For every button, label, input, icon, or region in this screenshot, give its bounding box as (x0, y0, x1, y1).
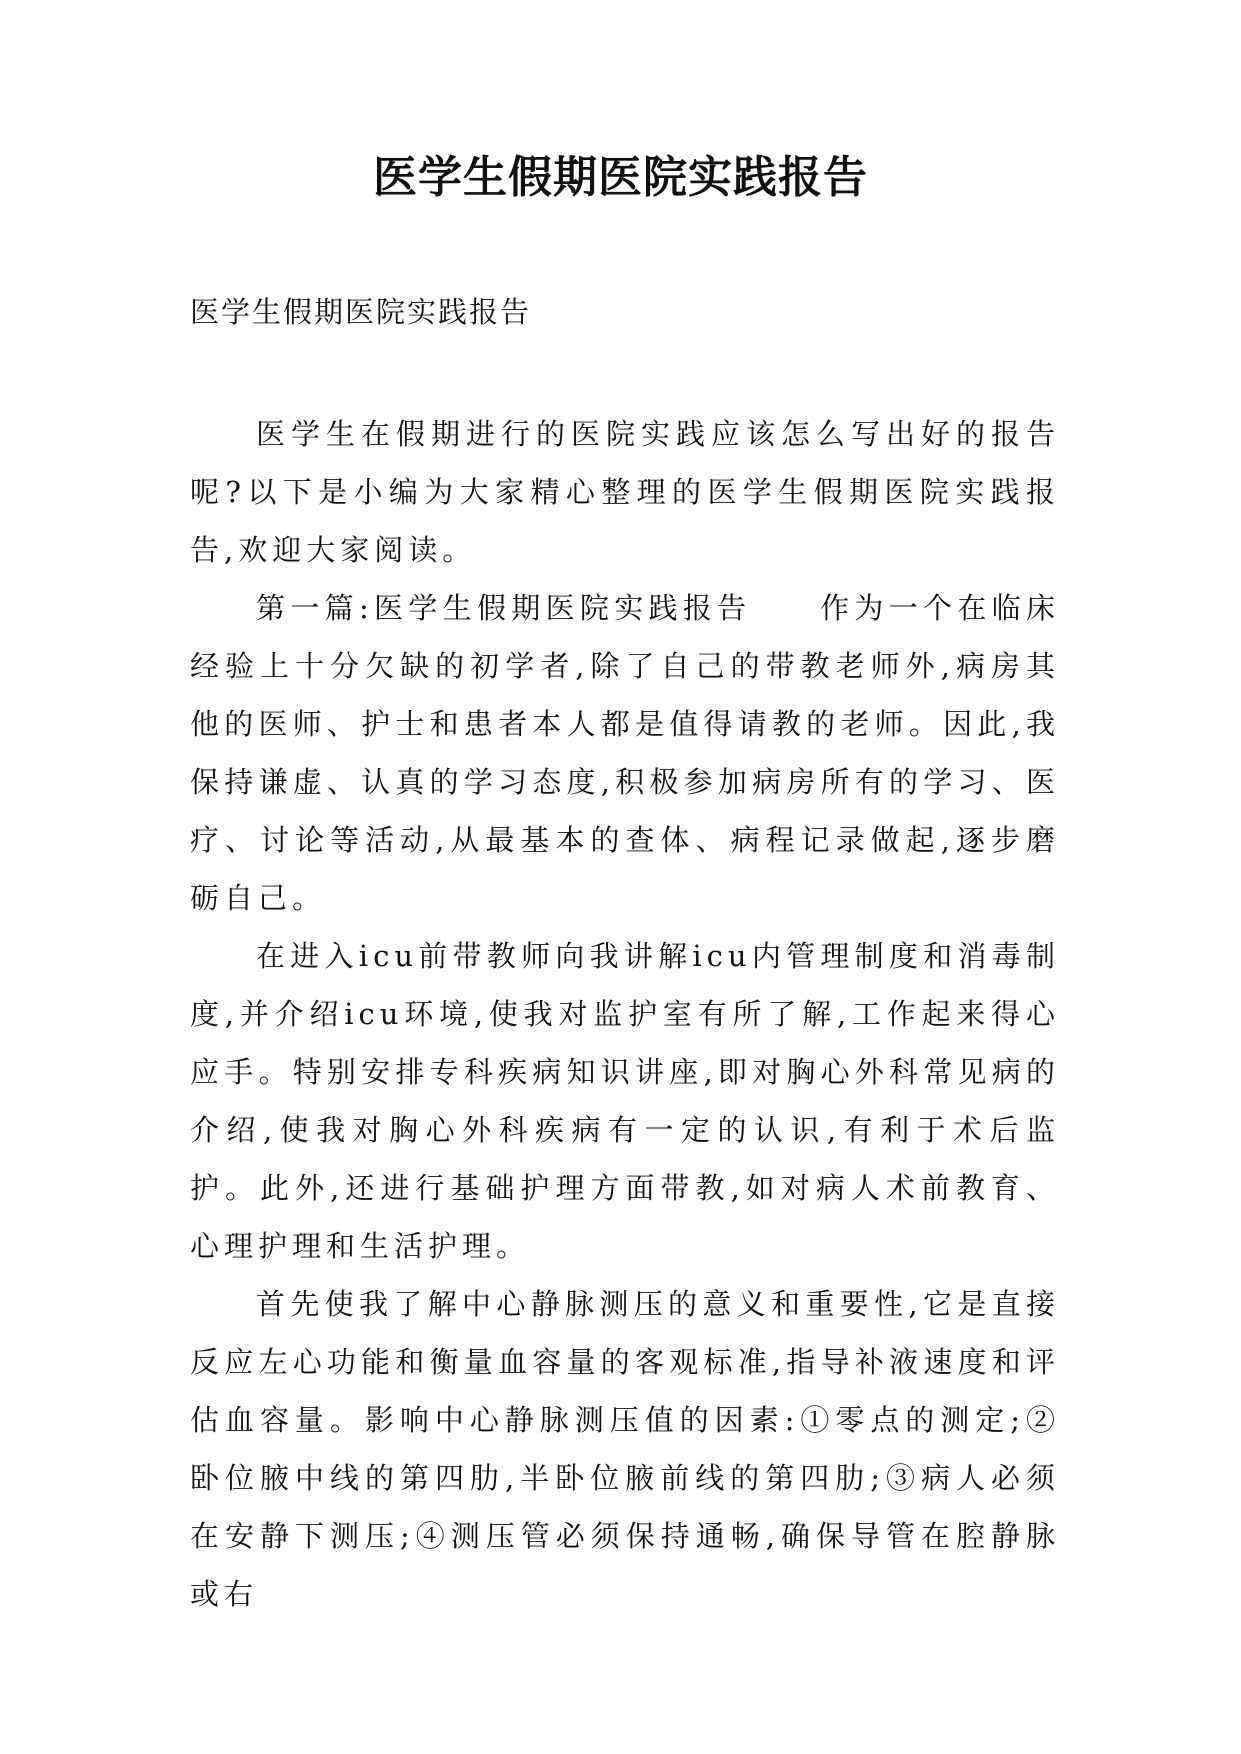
paragraph-first-chapter: 第一篇:医学生假期医院实践报告 作为一个在临床经验上十分欠缺的初学者,除了自己的带教老师外,病房其他的医师、护士和患者本人都是值得请教的老师。因此,我保持谦虚、认真的学习态度,积极参加病房所有的学习、医疗、讨论等活动,从最基本的查体、病程记录做起,逐步磨砺自己。 (190, 591, 1060, 915)
paragraph-intro: 医学生在假期进行的医院实践应该怎么写出好的报告呢?以下是小编为大家精心整理的医学生假期医院实践报告,欢迎大家阅读。 (190, 417, 1060, 567)
document-body (190, 405, 1060, 1623)
paragraph-icu-intro: 在进入icu前带教师向我讲解icu内管理制度和消毒制度,并介绍icu环境,使我对监护室有所了解,工作起来得心应手。特别安排专科疾病知识讲座,即对胸心外科常见病的介绍,使我对胸心外科疾病有一定的认识,有利于术后监护。此外,还进行基础护理方面带教,如对病人术前教育、心理护理和生活护理。 (190, 939, 1061, 1263)
document-title: 医学生假期医院实践报告 (373, 152, 868, 203)
document-subtitle: 医学生假期医院实践报告 (190, 295, 532, 329)
paragraph-cvp: 首先使我了解中心静脉测压的意义和重要性,它是直接反应左心功能和衡量血容量的客观标准,指导补液速度和评估血容量。影响中心静脉测压值的因素:①零点的测定;②卧位腋中线的第四肋,半卧位腋前线的第四肋;③病人必须在安静下测压;④测压管必须保持通畅,确保导管在腔静脉或右 (190, 1287, 1060, 1611)
